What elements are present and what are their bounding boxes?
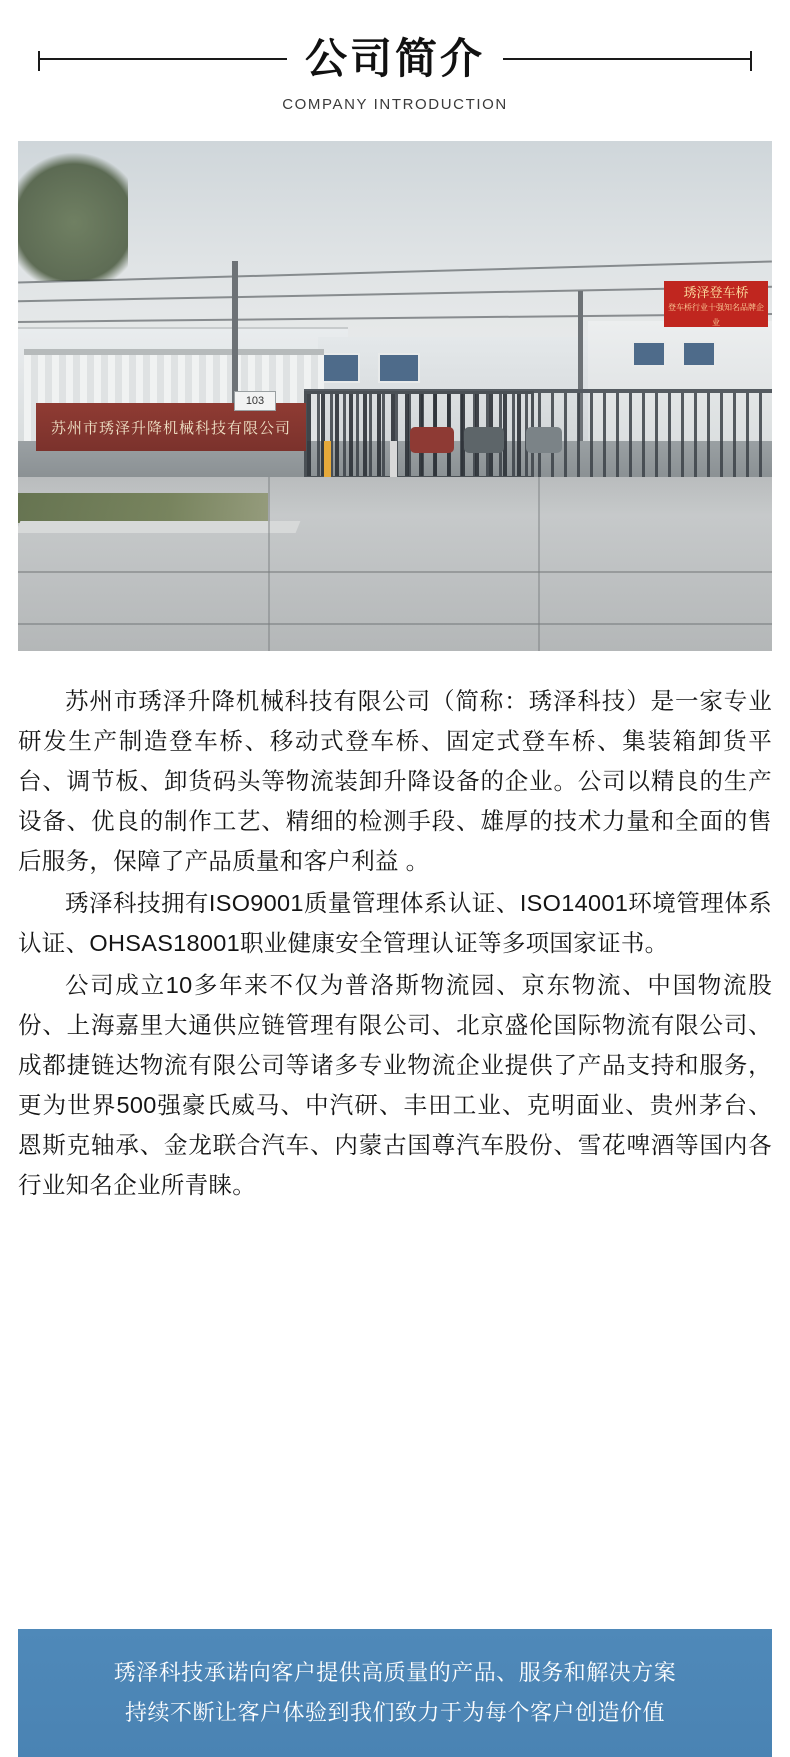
- brand-billboard: [664, 281, 768, 327]
- window-icon: [632, 341, 666, 367]
- page-header: [0, 0, 790, 113]
- grass-strip: [18, 493, 268, 523]
- company-wall-sign: 苏州市琇泽升降机械科技有限公司: [36, 403, 306, 451]
- tree-foliage: [18, 151, 128, 281]
- pavement-seam: [18, 623, 772, 625]
- paragraph-certifications: 琇泽科技拥有ISO9001质量管理体系认证、ISO14001环境管理体系认证、OHSAS18001职业健康安全管理认证等多项国家证书。: [18, 890, 772, 956]
- page-title: 公司简介: [305, 35, 486, 82]
- introduction-body: [18, 681, 772, 1205]
- title-rule-right: [503, 58, 752, 60]
- bollard: [390, 441, 397, 477]
- parked-vehicle: [526, 427, 562, 453]
- commitment-line-1: 琇泽科技承诺向客户提供高质量的产品、服务和解决方案: [113, 1660, 677, 1685]
- pavement-seam: [18, 571, 772, 573]
- title-row: [0, 35, 790, 82]
- parked-vehicle: [410, 427, 454, 453]
- title-rule-left: [38, 58, 287, 60]
- pavement-seam: [538, 477, 540, 651]
- window-icon: [682, 341, 716, 367]
- door-number-plate: 103: [234, 391, 276, 411]
- brand-billboard-subtitle: 登车桥行业十强知名品牌企业: [668, 303, 764, 327]
- commitment-banner: [18, 1629, 772, 1757]
- commitment-line-2: 持续不断让客户体验到我们致力于为每个客户创造价值: [124, 1700, 665, 1725]
- paragraph-clients: 公司成立10多年来不仅为普洛斯物流园、京东物流、中国物流股份、上海嘉里大通供应链管理有限公司、北京盛伦国际物流有限公司、成都捷链达物流有限公司等诸多专业物流企业提供了产品支持和服务，更为世界500强豪氏威马、中汽研、丰田工业、克明面业、贵州茅台、恩斯克轴承、金龙联合汽车、内蒙古国尊汽车股份、雪花啤酒等国内各行业知名企业所青睐。: [18, 972, 772, 1198]
- parked-vehicle: [464, 427, 504, 453]
- page-subtitle: COMPANY INTRODUCTION: [282, 96, 508, 113]
- pavement-seam: [268, 477, 270, 651]
- window-icon: [318, 353, 360, 383]
- curb: [18, 521, 300, 533]
- paragraph-overview: 苏州市琇泽升降机械科技有限公司（简称：琇泽科技）是一家专业研发生产制造登车桥、移动式登车桥、固定式登车桥、集装箱卸货平台、调节板、卸货码头等物流装卸升降设备的企业。公司以精良的生产设备、优良的制作工艺、精细的检测手段、雄厚的技术力量和全面的售后服务，保障了产品质量和客户利益 。: [18, 688, 772, 874]
- window-icon: [378, 353, 420, 383]
- factory-gate-photo: [18, 141, 772, 651]
- bollard: [324, 441, 331, 477]
- brand-billboard-title: 琇泽登车桥: [683, 285, 749, 300]
